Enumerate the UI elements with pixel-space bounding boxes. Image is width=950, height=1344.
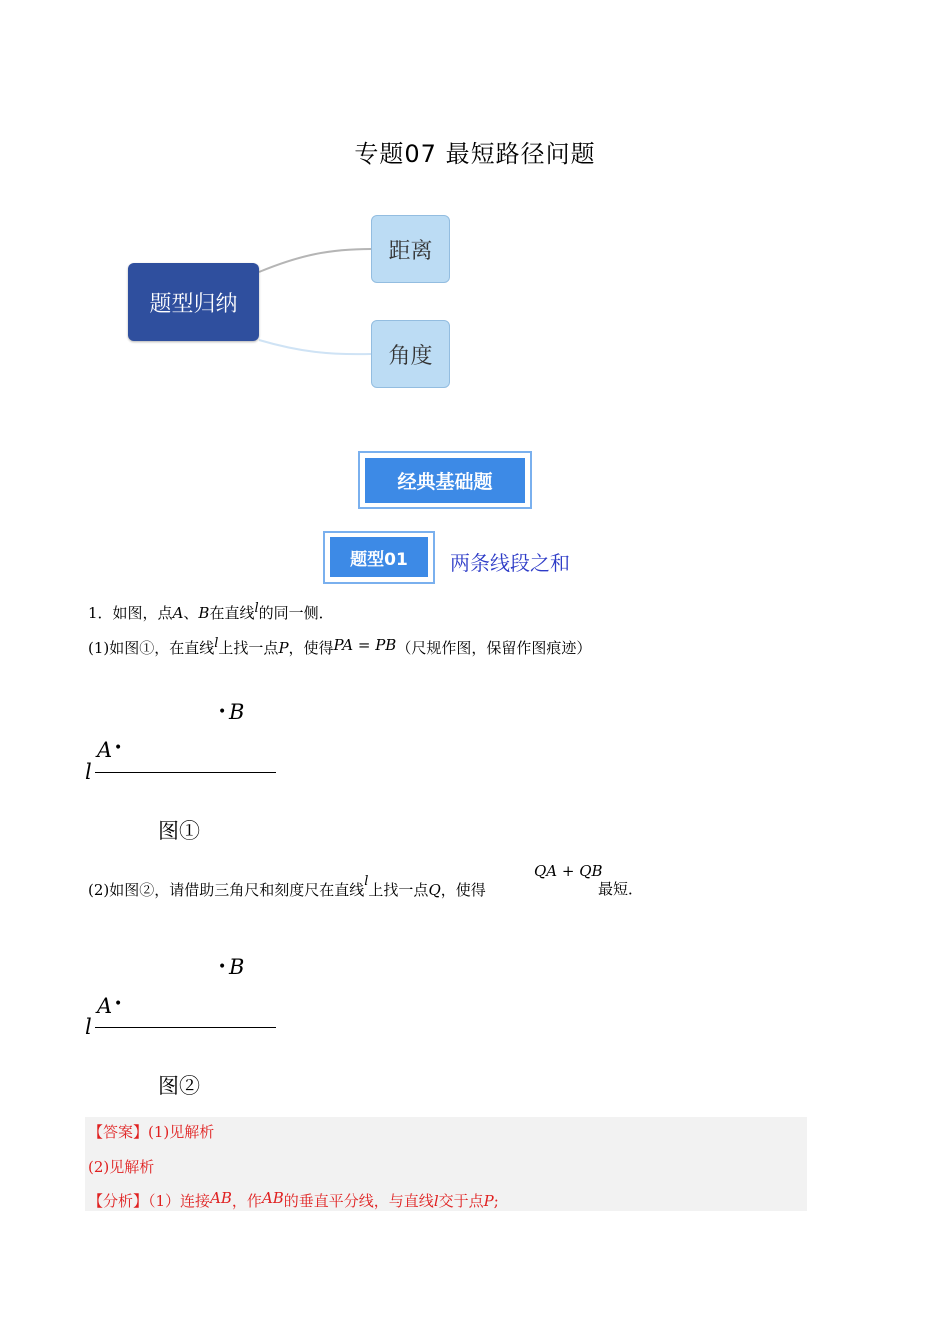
part2-text: 上找一点 (368, 881, 429, 899)
point-b-label: B (229, 700, 245, 724)
intro-text: 在直线 (209, 604, 255, 622)
question-part2 (88, 874, 486, 900)
var-B: B (198, 604, 210, 622)
line-l (95, 772, 276, 773)
mindmap-node-angle: 角度 (371, 320, 450, 388)
intro-text: 如图，点 (112, 604, 173, 622)
mindmap-root-node: 题型归纳 (128, 263, 259, 341)
line-l-label: l (85, 1015, 92, 1039)
var-AB: AB (210, 1189, 232, 1207)
analysis-text: ，作 (231, 1192, 262, 1210)
part2-text: ，使得 (440, 881, 486, 899)
part2-text: (2)如图②，请借助三角尺和刻度尺在直线 (88, 881, 365, 899)
point-a-dot: • (114, 996, 123, 1012)
type-title: 两条线段之和 (450, 551, 570, 575)
answer-label: 【答案】 (88, 1123, 149, 1141)
intro-text: 的同一侧． (258, 604, 334, 622)
var-A: A (172, 604, 184, 622)
answer-line-2: (2)见解析 (88, 1158, 155, 1176)
var-P: P (278, 639, 289, 657)
page-title: 专题07 最短路径问题 (354, 140, 596, 168)
point-a-dot: • (114, 740, 123, 756)
equation-qa-qb: QA + QB (534, 862, 603, 880)
question-number: 1． (88, 604, 113, 622)
question-part1 (88, 636, 591, 658)
analysis-text: ; (493, 1192, 499, 1210)
intro-sep: 、 (183, 604, 199, 622)
analysis-text: 的垂直平分线，与直线 (283, 1192, 434, 1210)
var-l: l (214, 636, 219, 651)
analysis-text: （1）连接 (148, 1192, 211, 1210)
part1-text: ，使得 (288, 639, 334, 657)
var-Q: Q (428, 881, 441, 899)
var-P: P (483, 1192, 494, 1210)
section-banner: 经典基础题 (365, 458, 525, 503)
var-l: l (254, 601, 259, 616)
line-l (95, 1027, 276, 1028)
part2-end-text: 最短． (598, 880, 644, 898)
equation-pa-pb: PA = PB (333, 636, 397, 654)
answer-line-1 (88, 1121, 214, 1142)
analysis-label: 【分析】 (88, 1192, 149, 1210)
figure-caption-2: 图② (158, 1074, 200, 1098)
question-intro (88, 601, 334, 623)
point-b-dot: • (218, 959, 227, 975)
point-a-label: A (97, 994, 113, 1018)
figure-caption-1: 图① (158, 819, 200, 843)
part1-text: （尺规作图，保留作图痕迹） (396, 639, 592, 657)
part1-text: 上找一点 (218, 639, 279, 657)
type-banner: 题型01 (330, 537, 428, 577)
answer-text: (1)见解析 (148, 1123, 215, 1141)
point-b-label: B (229, 955, 245, 979)
analysis-text: 交于点 (438, 1192, 484, 1210)
mindmap-node-distance: 距离 (371, 215, 450, 283)
point-b-dot: • (218, 704, 227, 720)
var-l: l (433, 1192, 439, 1210)
line-l-label: l (85, 760, 92, 784)
mindmap-connectors (0, 0, 950, 420)
var-AB: AB (261, 1189, 284, 1207)
analysis-line (88, 1190, 499, 1211)
var-l: l (364, 874, 369, 889)
part1-text: (1)如图①，在直线 (88, 639, 215, 657)
point-a-label: A (97, 738, 113, 762)
